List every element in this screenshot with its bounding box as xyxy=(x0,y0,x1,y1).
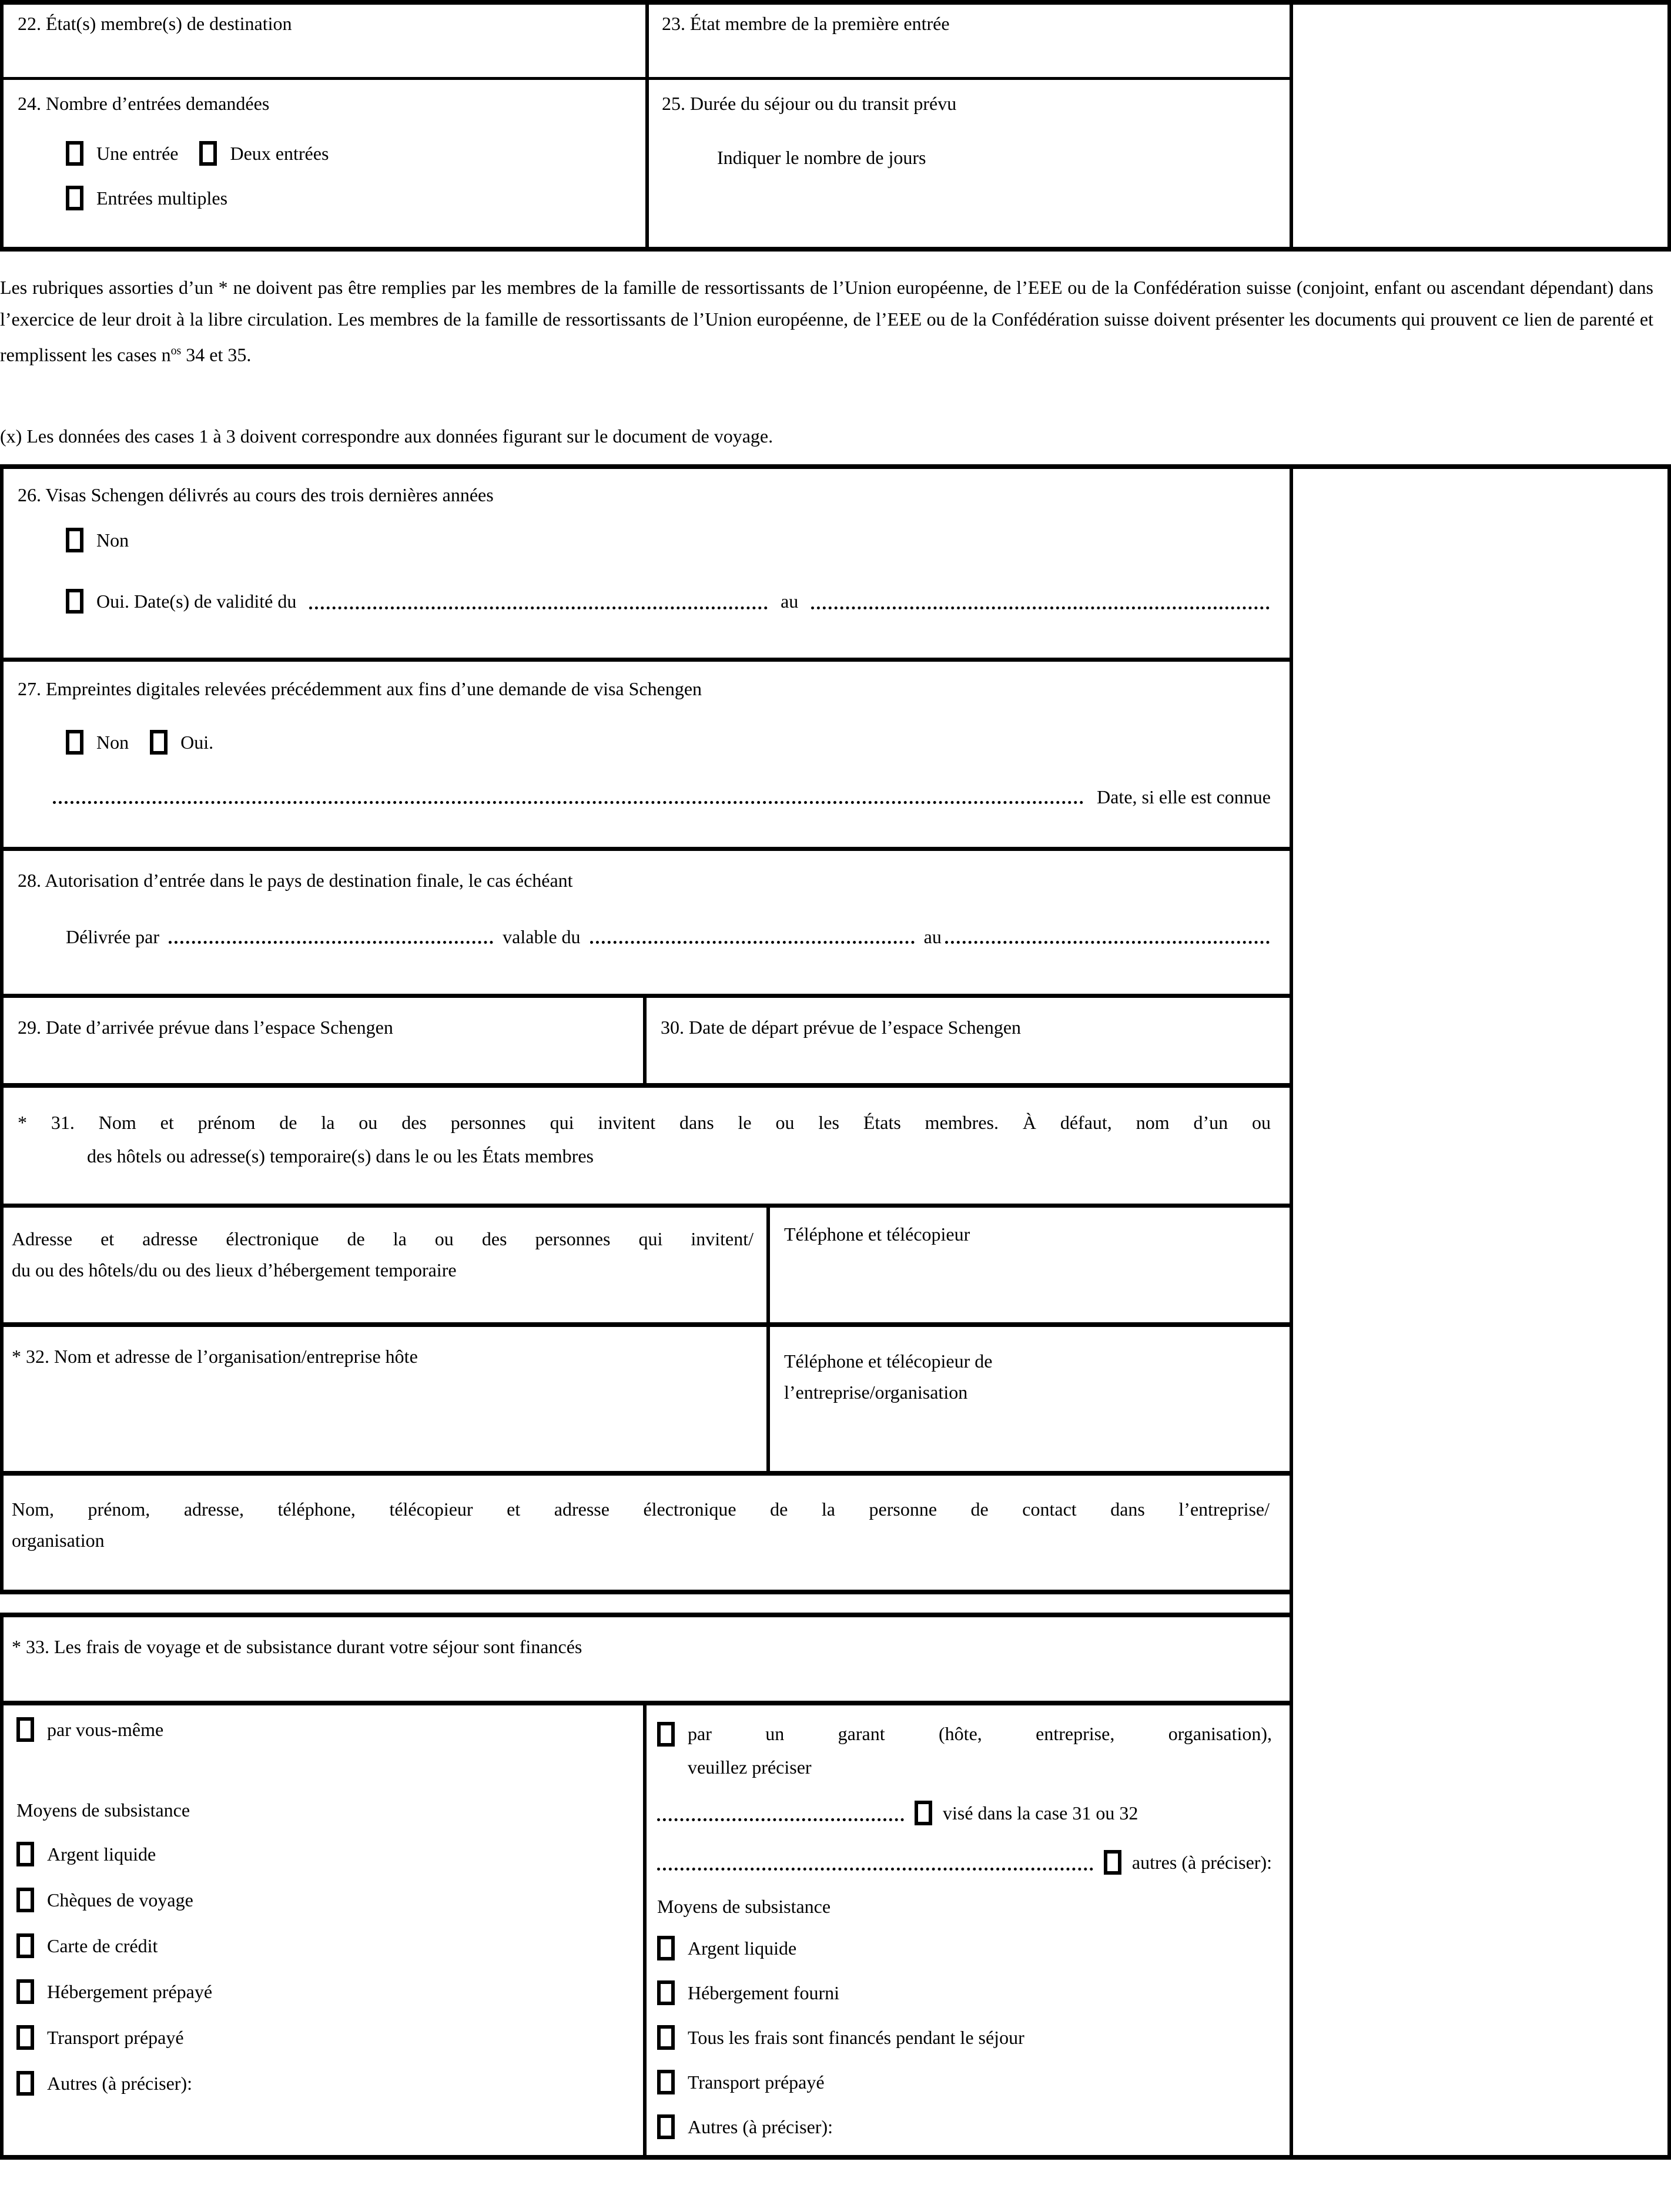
sec33-self-row xyxy=(16,1717,163,1742)
field-30-label: 30. Date de départ prévue de l’espace Schengen xyxy=(661,1017,1022,1038)
sec33-sponsor-label: par un garant (hôte, entreprise, organisation), veuillez préciser xyxy=(688,1723,1272,1778)
checkbox-33-autres-garant[interactable] xyxy=(1104,1850,1121,1875)
entries-multiple-row xyxy=(66,186,227,210)
valid-to-date-field[interactable] xyxy=(811,601,1270,609)
sec33-cash2-label: Argent liquide xyxy=(688,1937,797,1959)
sec33-transport2-row xyxy=(657,2070,825,2094)
border-line xyxy=(643,1701,647,2160)
sec33-cheques-row xyxy=(16,1888,193,1912)
field-32-contact-label: Nom, prénom, adresse, téléphone, télécopieur et adresse électronique de la personne de contact dans l’entreprise/ organisation xyxy=(12,1499,1270,1551)
field-28-label: 28. Autorisation d’entrée dans le pays de destination finale, le cas échéant xyxy=(18,870,573,891)
sponsor-name-field[interactable] xyxy=(657,1812,904,1821)
sec33-other2-label: Autres (à préciser): xyxy=(688,2116,833,2137)
option-label-deux-entrees: Deux entrées xyxy=(230,142,329,164)
border-line xyxy=(0,2,4,252)
checkbox-27-oui[interactable] xyxy=(150,730,168,755)
field-24-label: 24. Nombre d’entrées demandées xyxy=(18,93,270,114)
sec27-yes-label: Oui. xyxy=(180,731,214,753)
sec33-other2-row xyxy=(657,2114,833,2139)
sec33-self-label: par vous-même xyxy=(47,1718,164,1740)
checkbox-33-vise-case-31-32[interactable] xyxy=(915,1801,932,1825)
sec33-ref-label: visé dans la case 31 ou 32 xyxy=(943,1802,1138,1824)
border-line xyxy=(0,1613,4,2160)
sec33-cash2-row xyxy=(657,1936,796,1960)
checkbox-27-non[interactable] xyxy=(66,730,83,755)
checkbox-33-autres-2[interactable] xyxy=(657,2114,675,2139)
sec26-yes-row xyxy=(66,589,1270,614)
field-25-hint: Indiquer le nombre de jours xyxy=(717,147,926,168)
sec33-accommodation-row xyxy=(16,1979,212,2004)
asterisk-note-superscript: os xyxy=(170,344,182,357)
field-25-label: 25. Durée du séjour ou du transit prévu xyxy=(662,93,957,114)
border-line xyxy=(0,1590,1291,1594)
field-23-label: 23. État membre de la première entrée xyxy=(662,13,950,34)
sec28-issued-by-label: Délivrée par xyxy=(66,926,160,947)
sec33-cheques-label: Chèques de voyage xyxy=(47,1889,193,1911)
sec27-no-label: Non xyxy=(96,731,129,753)
checkbox-33-argent-liquide-2[interactable] xyxy=(657,1936,675,1960)
field-32-phone-label: Téléphone et télécopieur de l’entreprise/organisation xyxy=(784,1350,993,1403)
sec33-transport-row xyxy=(16,2025,184,2050)
border-line xyxy=(0,658,1291,662)
fingerprint-date-field[interactable] xyxy=(53,795,1084,804)
checkbox-33-hebergement-fourni[interactable] xyxy=(657,1980,675,2005)
sec26-no-row xyxy=(66,528,129,552)
sec28-valid-to-label: au xyxy=(923,926,942,947)
valid-from-date-field[interactable] xyxy=(309,601,768,609)
border-line xyxy=(0,0,1671,5)
border-line xyxy=(1290,2,1293,252)
border-line xyxy=(766,1204,770,1475)
sec33-credit-label: Carte de crédit xyxy=(47,1935,158,1956)
sec33-other-label: Autres (à préciser): xyxy=(47,2072,192,2094)
border-line xyxy=(0,247,1671,252)
checkbox-une-entree[interactable] xyxy=(66,141,83,166)
border-line xyxy=(0,464,4,1594)
sec33-sponsor-other-row xyxy=(657,1850,1272,1875)
sec28-line-row xyxy=(66,926,1270,948)
checkbox-26-oui[interactable] xyxy=(66,589,83,614)
checkbox-33-argent-liquide[interactable] xyxy=(16,1842,34,1866)
x-note: (x) Les données des cases 1 à 3 doivent correspondre aux données figurant sur le document de voyage. xyxy=(0,425,773,447)
border-line xyxy=(0,1471,1291,1476)
option-label-entrees-multiples: Entrées multiples xyxy=(96,187,228,209)
sec33-ref-row xyxy=(657,1801,1272,1825)
field-27-label: 27. Empreintes digitales relevées précédemment aux fins d’une demande de visa Schengen xyxy=(18,678,702,699)
checkbox-deux-entrees[interactable] xyxy=(199,141,217,166)
checkbox-33-transport-prepaye-2[interactable] xyxy=(657,2070,675,2094)
sec28-valid-from-label: valable du xyxy=(503,926,581,947)
asterisk-note xyxy=(0,272,1653,371)
checkbox-33-cheques-voyage[interactable] xyxy=(16,1888,34,1912)
checkbox-33-autres[interactable] xyxy=(16,2071,34,2096)
border-line xyxy=(0,464,1671,469)
field-32-label: * 32. Nom et adresse de l’organisation/entreprise hôte xyxy=(12,1346,418,1367)
field-29-label: 29. Date d’arrivée prévue dans l’espace Schengen xyxy=(18,1017,393,1038)
asterisk-note-text: Les rubriques assorties d’un * ne doivent pas être remplies par les membres de la famille de ressortissants de l’Union européenne, de l’EEE ou de la Confédération suisse (conjoint, enfant ou ascendant dépendant) dans l’exercice de leur droit à la libre circulation. Les membres de la famille de ressortissants de l’Union européenne, de l’EEE ou de la Confédération suisse doivent présenter les documents qui prouvent ce lien de parenté et remplissent les cases n xyxy=(0,277,1653,366)
field-31-phone-label: Téléphone et télécopieur xyxy=(784,1224,970,1245)
field-31-address-label: Adresse et adresse électronique de la ou des personnes qui invitent/ du ou des hôtels/du ou des lieux d’hébergement temporaire xyxy=(12,1228,754,1281)
field-26-label: 26. Visas Schengen délivrés au cours des trois dernières années xyxy=(18,484,494,505)
checkbox-33-garant[interactable] xyxy=(657,1722,675,1747)
sec27-date-row xyxy=(53,786,1271,808)
sec27-options-row xyxy=(66,730,213,755)
border-line xyxy=(0,847,1291,851)
permit-valid-from-field[interactable] xyxy=(590,935,915,944)
checkbox-33-par-vous-meme[interactable] xyxy=(16,1717,34,1742)
border-line xyxy=(643,994,647,1087)
sec33-all-covered-row xyxy=(657,2025,1024,2050)
border-line xyxy=(1667,2,1671,252)
sec27-date-hint: Date, si elle est connue xyxy=(1097,786,1271,807)
border-line xyxy=(1667,464,1671,2160)
checkbox-entrees-multiples[interactable] xyxy=(66,186,83,210)
checkbox-33-transport-prepaye[interactable] xyxy=(16,2025,34,2050)
sec33-credit-row xyxy=(16,1933,158,1958)
asterisk-note-tail: 34 et 35. xyxy=(181,344,252,366)
field-31-label: * 31. Nom et prénom de la ou des personnes qui invitent dans le ou les États membres. À défaut, nom d’un ou des hôtels ou adresse(s) temporaire(s) dans le ou les États membres xyxy=(18,1112,1271,1167)
checkbox-33-hebergement-prepaye[interactable] xyxy=(16,1979,34,2004)
sec33-provided-row xyxy=(657,1980,839,2005)
sec33-other-row xyxy=(16,2071,192,2096)
issued-by-field[interactable] xyxy=(169,935,493,944)
right-empty-column xyxy=(1293,469,1667,2155)
entries-options-row xyxy=(66,141,329,166)
sec33-provided-label: Hébergement fourni xyxy=(688,1982,839,2003)
checkbox-33-tous-frais[interactable] xyxy=(657,2025,675,2050)
border-line xyxy=(645,2,649,252)
checkbox-26-non[interactable] xyxy=(66,528,83,552)
sec33-transport2-label: Transport prépayé xyxy=(688,2071,825,2093)
sec33-cash-label: Argent liquide xyxy=(47,1843,156,1865)
sec33-sponsor-row xyxy=(657,1717,1272,1784)
option-label-une-entree: Une entrée xyxy=(96,142,179,164)
sec26-au-label: au xyxy=(781,590,799,612)
border-line xyxy=(0,1322,1291,1327)
sec33-transport-label: Transport prépayé xyxy=(47,2026,184,2048)
checkbox-33-carte-credit[interactable] xyxy=(16,1933,34,1958)
border-line xyxy=(0,1204,1291,1208)
sec33-cash-row xyxy=(16,1842,156,1866)
border-line xyxy=(0,1613,1291,1617)
border-line xyxy=(0,2155,1671,2160)
field-22-label: 22. État(s) membre(s) de destination xyxy=(18,13,292,34)
sec26-yes-label: Oui. Date(s) de validité du xyxy=(96,590,297,612)
sec33-all-covered-label: Tous les frais sont financés pendant le séjour xyxy=(688,2026,1024,2048)
sec33-left-means-title: Moyens de subsistance xyxy=(16,1799,190,1821)
sec26-no-label: Non xyxy=(96,529,129,551)
permit-valid-to-field[interactable] xyxy=(945,935,1270,944)
sponsor-other-field[interactable] xyxy=(657,1862,1093,1871)
field-33-label: * 33. Les frais de voyage et de subsistance durant votre séjour sont financés xyxy=(12,1636,582,1657)
sec33-sponsor-other-label: autres (à préciser): xyxy=(1131,1851,1272,1873)
sec33-accommodation-label: Hébergement prépayé xyxy=(47,1980,213,2002)
sec33-right-means-title: Moyens de subsistance xyxy=(657,1896,831,1917)
